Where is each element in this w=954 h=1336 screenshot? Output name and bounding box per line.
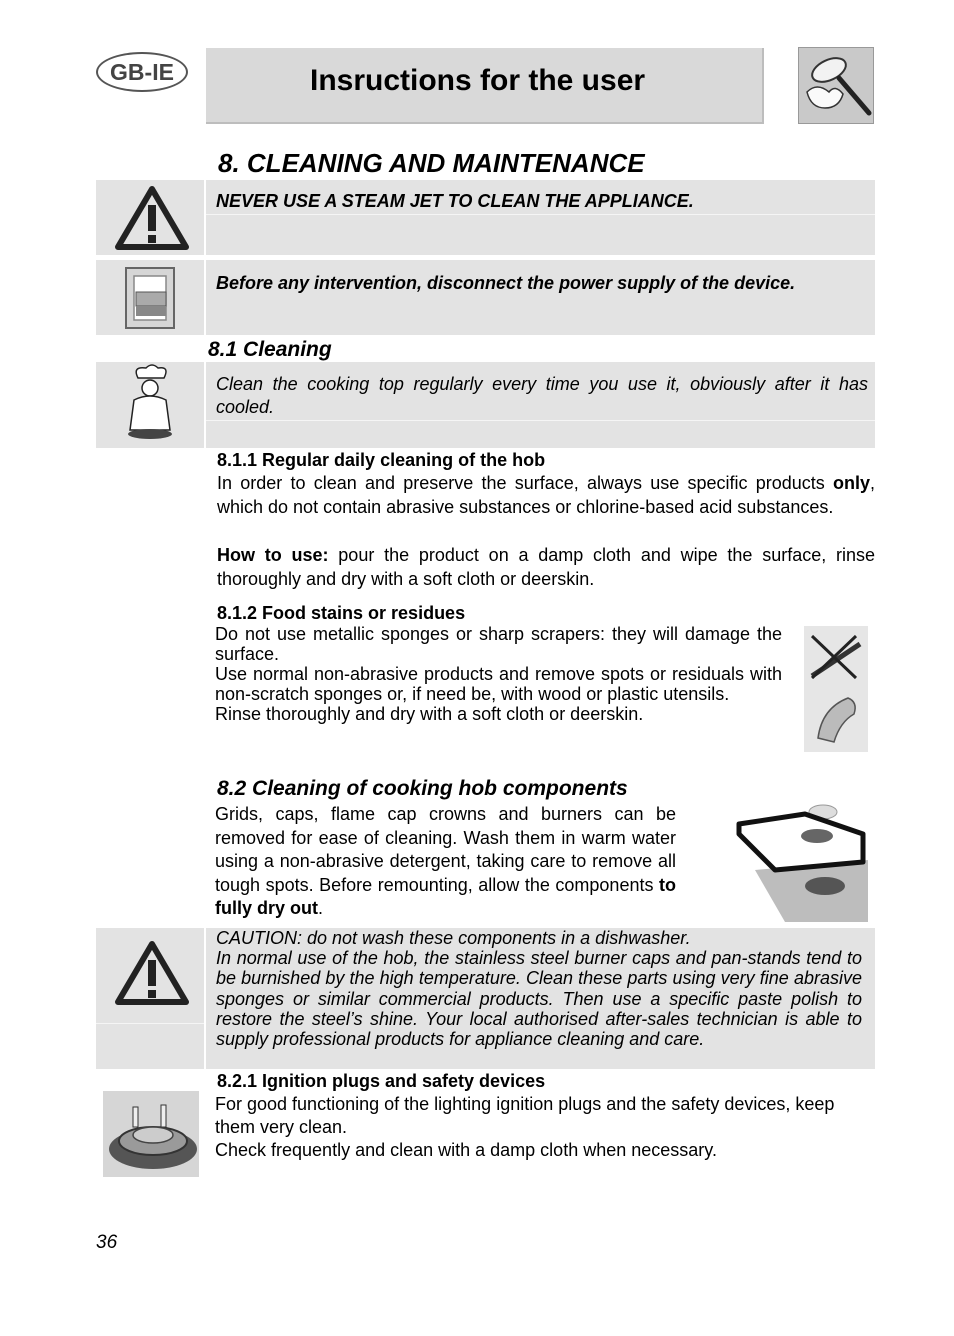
power-icon-cell bbox=[96, 260, 204, 335]
caution-text: CAUTION: do not wash these components in a dishwasher. In normal use of the hob, the stainless steel burner caps and pan-stands tend to be burnished by the high temperature. Clean these parts using very fine abrasive sponges or similar commercial products. Then use a specific paste polish to restore the steel’s shine. Your local authorised after-sales technician is able to supply professional products for appliance cleaning and care. bbox=[216, 928, 862, 1050]
warning-icon-cell bbox=[96, 180, 204, 255]
language-badge bbox=[96, 52, 188, 92]
food-stains-text: Do not use metallic sponges or sharp scrapers: they will damage the surface. Use normal non-abrasive products and remove spots or residuals with non-scratch sponges or, if need be, with wood or plastic utensils. Rinse thoroughly and dry with a soft cloth or deerskin. bbox=[215, 624, 782, 724]
chef-icon-cell bbox=[96, 362, 204, 448]
no-scraper-icon bbox=[804, 626, 868, 752]
ignition-title: 8.2.1 Ignition plugs and safety devices bbox=[217, 1071, 546, 1091]
components-title: 8.2 Cleaning of cooking hob components bbox=[217, 777, 628, 800]
cleaning-intro-box bbox=[206, 362, 875, 448]
burner-ignition-icon bbox=[103, 1091, 199, 1177]
daily-cleaning-paragraph-2: How to use: pour the product on a damp cloth and wipe the surface, rinse thoroughly and dry with a soft cloth or deerskin. bbox=[217, 545, 876, 589]
page-number: 36 bbox=[96, 1232, 118, 1253]
warning-steam-text: NEVER USE A STEAM JET TO CLEAN THE APPLIANCE. bbox=[216, 191, 694, 211]
caution-icon-cell bbox=[96, 928, 204, 1069]
warning-triangle-icon bbox=[114, 940, 190, 1006]
caution-box bbox=[206, 928, 875, 1069]
food-stains-title: 8.1.2 Food stains or residues bbox=[217, 603, 466, 623]
subsection-title: 8.1 Cleaning bbox=[208, 338, 332, 361]
daily-cleaning-title: 8.1.1 Regular daily cleaning of the hob bbox=[217, 450, 546, 470]
chef-spoon-icon bbox=[798, 47, 874, 124]
components-paragraph: Grids, caps, flame cap crowns and burners can be removed for ease of cleaning. Wash them in warm water using a non-abrasive detergent, taking care to remove all tough spots. Before remounting, allow the components to fully dry out. bbox=[215, 804, 676, 919]
power-switch-icon bbox=[124, 266, 176, 330]
warning-power-text: Before any intervention, disconnect the power supply of the device. bbox=[216, 273, 796, 293]
chef-icon bbox=[120, 364, 180, 444]
cleaning-intro-text: Clean the cooking top regularly every time you use it, obviously after it has cooled. bbox=[216, 374, 868, 417]
daily-cleaning-paragraph-1: In order to clean and preserve the surface, always use specific products only, which do not contain abrasive substances or chlorine-based acid substances. bbox=[217, 473, 875, 517]
warning-triangle-icon bbox=[114, 185, 190, 251]
divider bbox=[96, 1023, 204, 1024]
language-badge-text: GB-IE bbox=[110, 58, 174, 85]
divider bbox=[206, 420, 875, 421]
section-title: 8. CLEANING AND MAINTENANCE bbox=[218, 148, 645, 178]
page-title: Insructions for the user bbox=[310, 64, 646, 97]
divider bbox=[206, 214, 875, 215]
hob-components-icon bbox=[735, 800, 868, 922]
warning-power-box bbox=[206, 260, 875, 335]
warning-steam-box bbox=[206, 180, 875, 255]
ignition-text: For good functioning of the lighting ignition plugs and the safety devices, keep them very clean. Check frequently and clean with a damp cloth when necessary. bbox=[215, 1094, 835, 1160]
